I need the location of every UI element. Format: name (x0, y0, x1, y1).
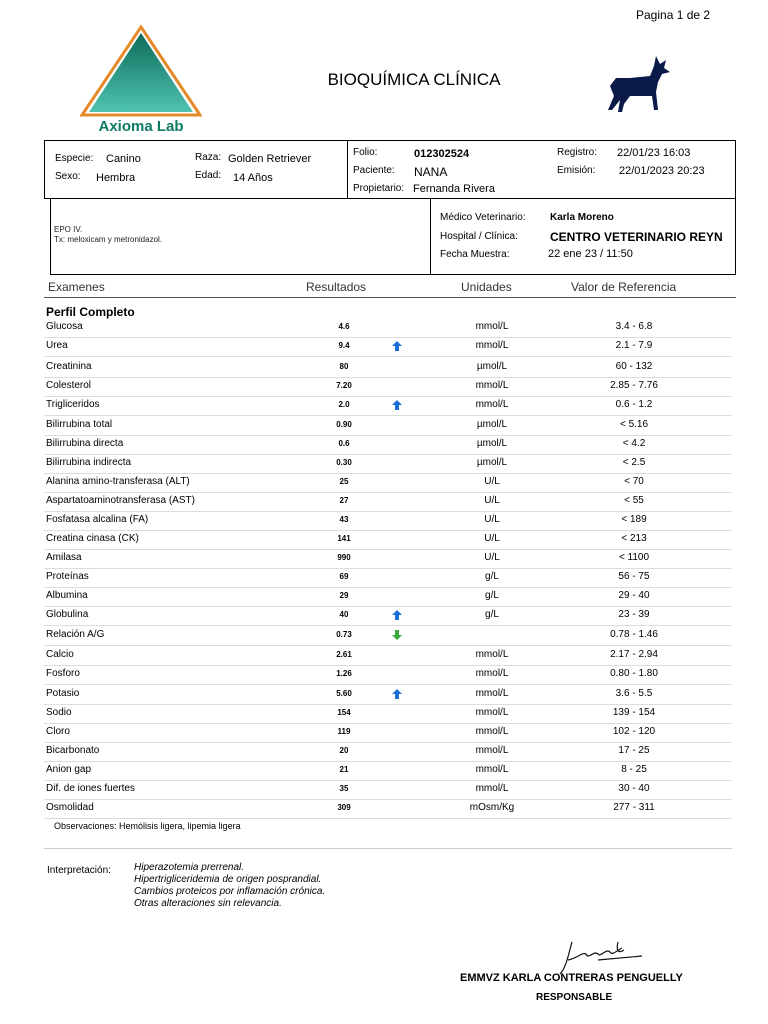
especie-label: Especie: (55, 153, 94, 164)
emision-value: 22/01/2023 20:23 (619, 165, 705, 177)
exam-result: 4.6 (338, 322, 350, 331)
exam-reference: 0.80 - 1.80 (610, 668, 658, 679)
paciente-label: Paciente: (353, 165, 395, 176)
exam-result: 309 (337, 803, 351, 812)
exam-reference: < 2.5 (622, 457, 646, 468)
fecha-value: 22 ene 23 / 11:50 (548, 248, 633, 260)
exam-result: 27 (339, 496, 349, 505)
exam-name: Amilasa (46, 552, 82, 563)
edad-value: 14 Años (233, 172, 273, 184)
table-row (44, 587, 732, 607)
interpretacion-text (134, 862, 325, 910)
exam-reference: 56 - 75 (618, 571, 650, 582)
table-row (44, 377, 732, 397)
exam-name: Osmolidad (46, 802, 94, 813)
exam-reference: 2.17 - 2.94 (610, 649, 658, 660)
fecha-label: Fecha Muestra: (440, 249, 510, 260)
exam-unit: µmol/L (476, 438, 508, 449)
exam-reference: 139 - 154 (612, 707, 656, 718)
exam-unit: mmol/L (475, 707, 509, 718)
exam-reference: < 4.2 (622, 438, 646, 449)
exam-unit: mmol/L (475, 399, 509, 410)
exam-result: 2.0 (338, 400, 350, 409)
folio-label: Folio: (353, 147, 378, 158)
propietario-label: Propietario: (353, 183, 405, 194)
exam-reference: 8 - 25 (621, 764, 647, 775)
exam-result: 0.90 (336, 420, 352, 429)
exam-name: Bilirrubina indirecta (46, 457, 132, 468)
registro-label: Registro: (557, 147, 598, 158)
exam-result: 7.20 (336, 381, 352, 390)
exam-result: 21 (339, 765, 349, 774)
signer-role: RESPONSABLE (536, 992, 613, 1003)
exam-unit: U/L (484, 495, 500, 506)
medico-label: Médico Veterinario: (440, 212, 526, 223)
exam-result: 141 (337, 534, 351, 543)
exam-result: 35 (339, 784, 349, 793)
paciente-value: NANA (414, 165, 448, 179)
exam-unit: g/L (485, 590, 499, 601)
exam-name: Aspartatoaminotransferasa (AST) (46, 495, 195, 506)
exam-result: 25 (339, 477, 349, 486)
exam-reference: 2.85 - 7.76 (610, 380, 658, 391)
interpretacion-line: Otras alteraciones sin relevancia. (134, 898, 282, 909)
col-examenes: Examenes (48, 280, 105, 294)
exam-name: Bicarbonato (46, 745, 100, 756)
interpretacion-line: Hipertrigliceridemia de origen posprandial. (134, 874, 322, 885)
table-row (44, 606, 732, 626)
table-row (44, 473, 732, 493)
exam-reference: 0.6 - 1.2 (615, 399, 653, 410)
table-row (44, 742, 732, 762)
exam-result: 43 (339, 515, 349, 524)
exam-name: Bilirrubina total (46, 419, 113, 430)
exam-unit: mmol/L (475, 726, 509, 737)
exam-name: Urea (46, 340, 68, 351)
exam-reference: < 55 (624, 495, 644, 506)
page-number: Pagina 1 de 2 (636, 8, 711, 22)
exam-reference: 102 - 120 (612, 726, 656, 737)
exam-name: Trigliceridos (46, 399, 100, 410)
table-row (44, 626, 732, 646)
raza-label: Raza: (195, 152, 222, 163)
arrow-up-icon (392, 341, 402, 351)
exam-reference: 277 - 311 (613, 802, 655, 813)
exam-unit: U/L (484, 476, 500, 487)
especie-value: Canino (106, 153, 141, 165)
exam-result: 990 (337, 553, 351, 562)
arrow-down-icon (392, 630, 402, 640)
medico-value: Karla Moreno (550, 212, 614, 223)
table-row (44, 780, 732, 800)
table-row (44, 799, 732, 819)
exam-unit: mmol/L (475, 649, 509, 660)
exam-reference: 3.6 - 5.5 (615, 688, 653, 699)
registro-value: 22/01/23 16:03 (617, 147, 691, 159)
table-row (44, 568, 732, 588)
table-row (44, 685, 732, 705)
exam-unit: U/L (484, 533, 500, 544)
exam-name: Bilirrubina directa (46, 438, 124, 449)
exam-unit: µmol/L (476, 457, 508, 468)
exam-result: 40 (339, 610, 349, 619)
exam-reference: 30 - 40 (618, 783, 650, 794)
exam-name: Globulina (46, 609, 89, 620)
exam-name: Proteínas (46, 571, 89, 582)
hospital-label: Hospital / Clínica: (440, 231, 518, 242)
exam-unit: mmol/L (475, 380, 509, 391)
divider (44, 848, 732, 849)
exam-result: 1.26 (336, 669, 352, 678)
emision-label: Emisión: (557, 165, 596, 176)
section-title: Perfil Completo (46, 305, 135, 319)
table-row (44, 665, 732, 685)
exam-unit: U/L (484, 552, 500, 563)
exam-result: 0.73 (336, 630, 352, 639)
interpretacion-line: Hiperazotemia prerrenal. (134, 862, 245, 873)
logo-text: Axioma Lab (98, 118, 184, 135)
exam-unit: mmol/L (475, 745, 509, 756)
interpretacion-label: Interpretación: (47, 865, 111, 876)
table-row (44, 396, 732, 416)
page-title: BIOQUÍMICA CLÍNICA (327, 70, 501, 89)
exam-result: 0.30 (336, 458, 352, 467)
dog-icon (600, 52, 676, 118)
sexo-value: Hembra (96, 172, 136, 184)
exam-reference: 23 - 39 (618, 609, 650, 620)
exam-unit: µmol/L (476, 361, 508, 372)
exam-unit: mmol/L (475, 340, 509, 351)
exam-reference: 17 - 25 (618, 745, 650, 756)
exam-reference: < 213 (621, 533, 647, 544)
exam-result: 5.60 (336, 689, 352, 698)
folio-value: 012302524 (414, 148, 470, 160)
table-row (44, 337, 732, 357)
observaciones: Observaciones: Hemólisis ligera, lipemia ligera (54, 821, 241, 831)
col-resultados: Resultados (306, 280, 367, 294)
hospital-value: CENTRO VETERINARIO REYN (550, 230, 723, 244)
table-row (44, 492, 732, 512)
exam-name: Sodio (46, 707, 72, 718)
table-row (44, 549, 732, 569)
exam-unit: g/L (485, 609, 499, 620)
exam-unit: mOsm/Kg (469, 802, 515, 813)
exam-unit: mmol/L (475, 783, 509, 794)
exam-result: 9.4 (338, 341, 350, 350)
raza-value: Golden Retriever (228, 153, 312, 165)
exam-result: 119 (337, 727, 351, 736)
exam-result: 2.61 (336, 650, 352, 659)
exam-result: 154 (337, 708, 351, 717)
exam-name: Calcio (46, 649, 74, 660)
propietario-value: Fernanda Rivera (413, 183, 495, 195)
exam-reference: 2.1 - 7.9 (615, 340, 653, 351)
exam-reference: 0.78 - 1.46 (610, 629, 658, 640)
exam-reference: 29 - 40 (618, 590, 650, 601)
table-row (44, 435, 732, 455)
exam-name: Dif. de iones fuertes (46, 783, 135, 794)
exam-unit: mmol/L (475, 688, 509, 699)
exam-name: Cloro (46, 726, 70, 737)
exam-name: Albumina (46, 590, 88, 601)
table-row (44, 761, 732, 781)
col-unidades: Unidades (461, 280, 512, 294)
exam-reference: < 1100 (618, 552, 650, 563)
exam-name: Creatina cinasa (CK) (46, 533, 139, 544)
sexo-label: Sexo: (55, 171, 81, 182)
exam-unit: mmol/L (475, 764, 509, 775)
exam-unit: µmol/L (476, 419, 508, 430)
exam-result: 80 (339, 362, 349, 371)
exam-name: Creatinina (46, 361, 92, 372)
table-row (44, 511, 732, 531)
exam-unit: U/L (484, 514, 500, 525)
exam-name: Glucosa (46, 321, 83, 332)
table-row (44, 704, 732, 724)
notes-line-2: Tx: meloxicam y metronidazol. (54, 235, 163, 244)
exam-unit: mmol/L (475, 321, 509, 332)
exam-reference: 60 - 132 (615, 361, 653, 372)
exam-result: 69 (339, 572, 349, 581)
arrow-up-icon (392, 689, 402, 699)
table-row (44, 646, 732, 666)
exam-reference: < 189 (621, 514, 647, 525)
col-referencia: Valor de Referencia (571, 280, 677, 294)
exam-result: 20 (339, 746, 349, 755)
table-row (44, 530, 732, 550)
divider (430, 199, 431, 275)
exam-reference: < 5.16 (619, 419, 649, 430)
interpretacion-line: Cambios proteicos por inflamación crónica. (134, 886, 326, 897)
edad-label: Edad: (195, 170, 222, 181)
exam-name: Colesterol (46, 380, 92, 391)
exam-name: Potasio (46, 688, 80, 699)
header-rule (44, 297, 736, 298)
exam-name: Fosfatasa alcalina (FA) (46, 514, 149, 525)
exam-name: Relación A/G (46, 629, 105, 640)
table-row (44, 454, 732, 474)
table-row (44, 318, 732, 338)
exam-unit: g/L (485, 571, 499, 582)
exam-result: 29 (339, 591, 349, 600)
exam-name: Anion gap (46, 764, 92, 775)
table-row (44, 723, 732, 743)
exam-result: 0.6 (338, 439, 350, 448)
arrow-up-icon (392, 400, 402, 410)
exam-reference: < 70 (624, 476, 644, 487)
exam-name: Alanina amino-transferasa (ALT) (46, 476, 190, 487)
table-row (44, 358, 732, 378)
divider (347, 140, 348, 199)
table-row (44, 416, 732, 436)
arrow-up-icon (392, 610, 402, 620)
exam-name: Fosforo (46, 668, 80, 679)
notes-line-1: EPO IV. (54, 225, 83, 234)
exam-unit: mmol/L (475, 668, 509, 679)
exam-reference: 3.4 - 6.8 (615, 321, 653, 332)
signer-name: EMMVZ KARLA CONTRERAS PENGUELLY (460, 972, 683, 984)
